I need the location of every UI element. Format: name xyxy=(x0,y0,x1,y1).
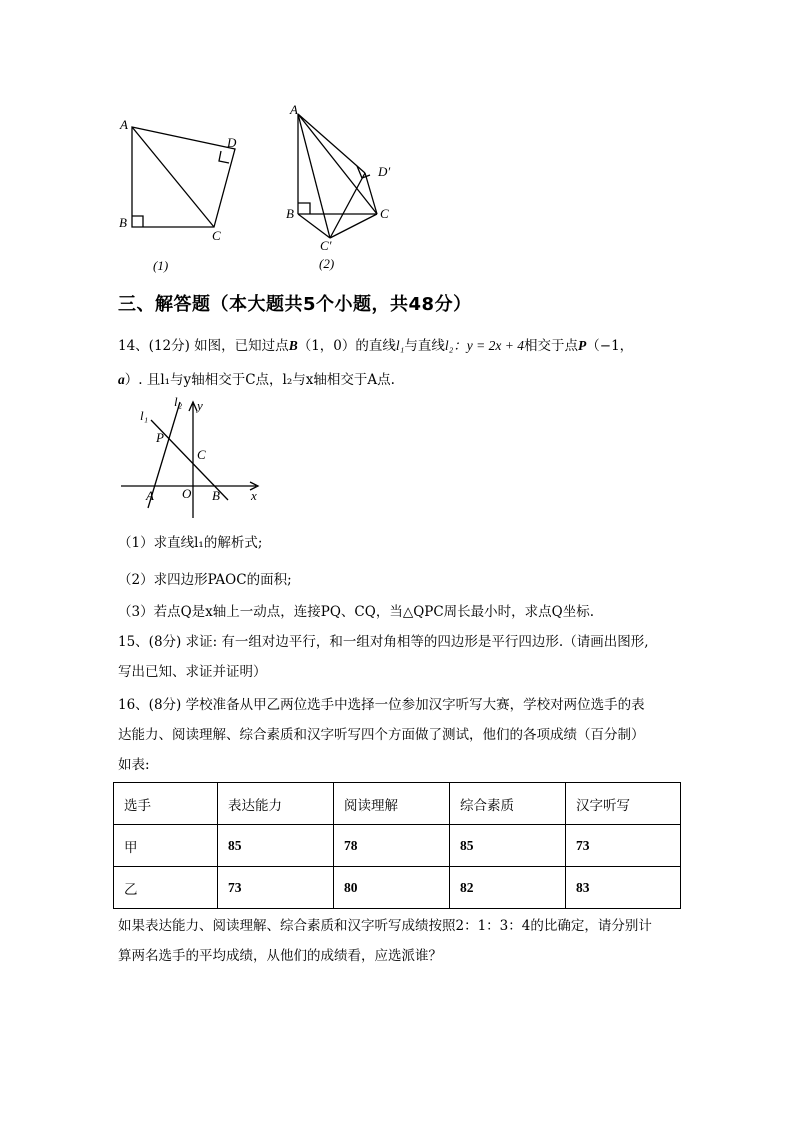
label-y-axis: y xyxy=(197,398,203,413)
q16-after-1: 如果表达能力、阅读理解、综合素质和汉字听写成绩按照2：1：3：4的比确定，请分别计 xyxy=(118,918,652,934)
label-D: D xyxy=(227,135,237,150)
label-D-prime: D′ xyxy=(378,164,391,179)
label-l2: l₂ xyxy=(174,394,183,409)
table-cell: 80 xyxy=(334,867,450,909)
q14-b-coords: （1，0） xyxy=(297,338,356,354)
q14-l1: l₁ xyxy=(395,338,405,353)
q14-sub-1: （1）求直线l₁的解析式; xyxy=(118,535,263,551)
label-C: C xyxy=(212,228,221,243)
section-title: 三、解答题（本大题共5个小题，共48分） xyxy=(118,294,472,315)
table-header: 综合素质 xyxy=(450,783,566,825)
label-A: A xyxy=(120,117,128,132)
table-cell: 73 xyxy=(218,867,334,909)
q14-point-p: P xyxy=(578,338,587,353)
label-x-axis: x xyxy=(251,488,257,503)
figure-quadrilateral-1 xyxy=(110,110,250,280)
q14-a: a xyxy=(118,372,125,387)
table-cell: 甲 xyxy=(114,825,218,867)
q16-line-1: 16、(8分) 学校准备从甲乙两位选手中选择一位参加汉字听写大赛，学校对两位选手的表 xyxy=(118,697,645,713)
figure-quadrilateral-2 xyxy=(280,100,410,280)
figure-coordinate-lines xyxy=(116,394,266,522)
q14-mid-1: 的直线 xyxy=(355,338,396,354)
table-header: 汉字听写 xyxy=(566,783,681,825)
q14-point-b: B xyxy=(288,338,298,353)
q15-line-1: 15、(8分) 求证: 有一组对边平行，和一组对角相等的四边形是平行四边形.（请画出图形, xyxy=(118,634,649,650)
table-cell: 85 xyxy=(450,825,566,867)
table-row xyxy=(114,825,681,867)
label-B-2: B xyxy=(286,206,294,221)
q14-prefix: 14、(12分) 如图，已知过点 xyxy=(118,338,289,354)
label-O: O xyxy=(182,486,192,501)
figure-2-caption: (2) xyxy=(319,256,335,271)
q14-line-1 xyxy=(118,336,633,356)
label-A-coord: A xyxy=(146,488,154,503)
label-P: P xyxy=(156,430,164,445)
q14-mid-3: 相交于点 xyxy=(524,338,579,354)
table-cell: 73 xyxy=(566,825,681,867)
label-B-coord: B xyxy=(212,488,220,503)
label-C-prime: C′ xyxy=(320,238,332,253)
table-cell: 乙 xyxy=(114,867,218,909)
figure-1-caption: (1) xyxy=(153,258,169,273)
q14-l2: l₂ xyxy=(444,338,454,353)
table-cell: 83 xyxy=(566,867,681,909)
table-header: 表达能力 xyxy=(218,783,334,825)
q14-line-2 xyxy=(118,370,395,390)
table-header-row xyxy=(114,783,681,825)
label-C-2: C xyxy=(380,206,389,221)
label-B: B xyxy=(119,215,127,230)
label-l1: l₁ xyxy=(140,408,149,423)
table-row xyxy=(114,867,681,909)
q14-mid-2: 与直线 xyxy=(404,338,445,354)
q15-line-2: 写出已知、求证并证明） xyxy=(118,664,267,680)
table-header: 选手 xyxy=(114,783,218,825)
label-C-coord: C xyxy=(197,447,206,462)
table-cell: 85 xyxy=(218,825,334,867)
q14-sub-2: （2）求四边形PAOC的面积; xyxy=(118,572,292,588)
q16-after-2: 算两名选手的平均成绩，从他们的成绩看，应选派谁？ xyxy=(118,948,442,964)
scores-table xyxy=(113,782,681,909)
label-A-2: A xyxy=(290,102,298,117)
q14-sub-3: （3）若点Q是x轴上一动点，连接PQ、CQ，当△QPC周长最小时，求点Q坐标. xyxy=(118,604,595,620)
q16-line-2: 达能力、阅读理解、综合素质和汉字听写四个方面做了测试，他们的各项成绩（百分制） xyxy=(118,727,645,743)
table-header: 阅读理解 xyxy=(334,783,450,825)
table-cell: 78 xyxy=(334,825,450,867)
q14-equation: ：y = 2x + 4 xyxy=(453,338,525,353)
table-cell: 82 xyxy=(450,867,566,909)
q14-line-2-text: ）. 且l₁与y轴相交于C点，l₂与x轴相交于A点. xyxy=(124,372,395,388)
q16-line-3: 如表: xyxy=(118,757,150,773)
q14-p-coords: （−1， xyxy=(586,338,634,354)
